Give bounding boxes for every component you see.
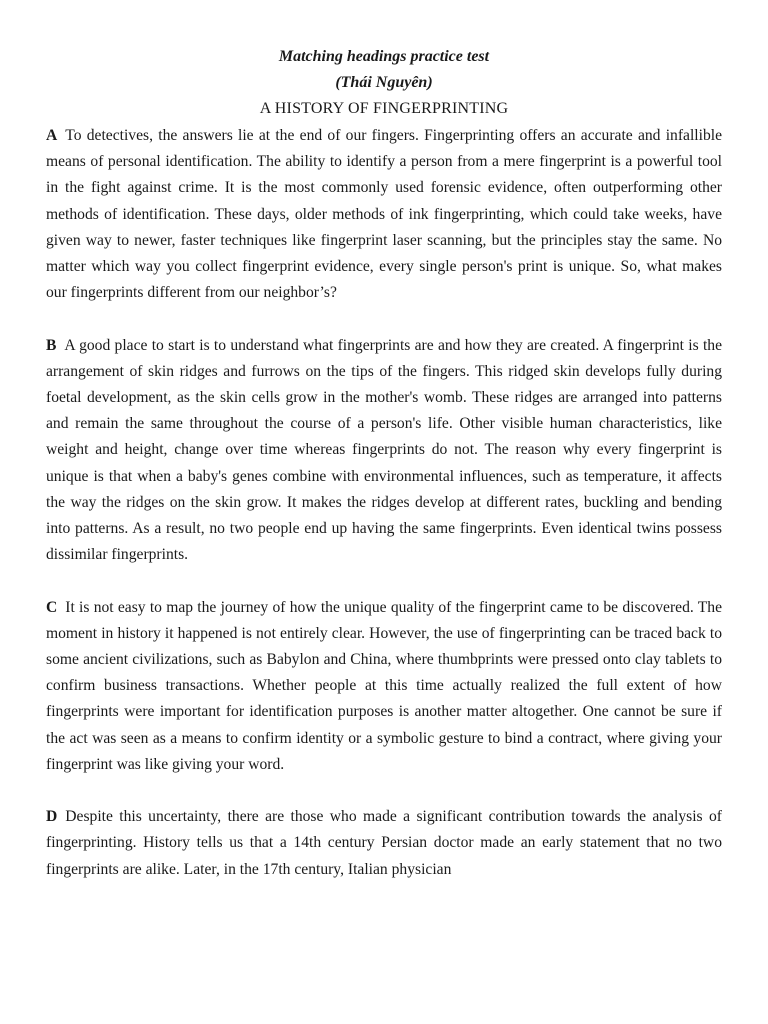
paragraph-a	[46, 123, 722, 306]
paragraph-letter: C	[46, 598, 58, 616]
heading-block	[46, 44, 722, 122]
paragraph-b	[46, 333, 722, 569]
practice-test-subtitle: Matching headings practice test	[278, 48, 490, 65]
location-subtitle: (Thái Nguyên)	[335, 74, 433, 91]
document-page	[46, 44, 722, 909]
paragraph-text: A good place to start is to understand what fingerprints are and how they are created. A fingerprint is the arrangement of skin ridges and furrows on the tips of the fingers. This ridged skin develops fully during foetal development, as the skin cells grow in the mother's womb. These ridges are arranged into patterns and remain the same throughout the course of a person's life. Other visible human characteristics, like weight and height, change over time whereas fingerprints do not. The reason why every fingerprint is unique is that when a baby's genes combine with environmental influences, such as temperature, it affects the way the ridges on the skin grow. It makes the ridges develop at different rates, buckling and bending into patterns. As a result, no two people end up having the same fingerprints. Even identical twins possess dissimilar fingerprints.	[46, 336, 722, 564]
paragraph-d	[46, 804, 722, 883]
paragraph-text: Despite this uncertainty, there are those who made a significant contribution towards the analysis of fingerprinting. History tells us that a 14th century Persian doctor made an early statement that no two fingerprints are alike. Later, in the 17th century, Italian physician	[46, 808, 722, 878]
paragraph-text: To detectives, the answers lie at the end of our fingers. Fingerprinting offers an accurate and infallible means of personal identification. The ability to identify a person from a mere fingerprint is a powerful tool in the fight against crime. It is the most commonly used forensic evidence, often outperforming other methods of identification. These days, older methods of ink fingerprinting, which could take weeks, have given way to newer, faster techniques like fingerprint laser scanning, but the principles stay the same. No matter which way you collect fingerprint evidence, every single person's print is unique. So, what makes our fingerprints different from our neighbor’s?	[46, 127, 722, 302]
paragraph-letter: A	[46, 127, 58, 144]
paragraph-letter: B	[46, 336, 57, 354]
document-title: A HISTORY OF FINGERPRINTING	[259, 100, 509, 117]
paragraph-c	[46, 595, 722, 778]
paragraph-text: It is not easy to map the journey of how the unique quality of the fingerprint came to be discovered. The moment in history it happened is not entirely clear. However, the use of fingerprinting can be traced back to some ancient civilizations, such as Babylon and China, where thumbprints were pressed onto clay tablets to confirm business transactions. Whether people at this time actually realized the full extent of how fingerprints were important for identification purposes is another matter altogether. One cannot be sure if the act was seen as a means to confirm identity or a symbolic gesture to bind a contract, where giving your fingerprint was like giving your word.	[46, 598, 722, 773]
paragraph-letter: D	[46, 808, 58, 826]
